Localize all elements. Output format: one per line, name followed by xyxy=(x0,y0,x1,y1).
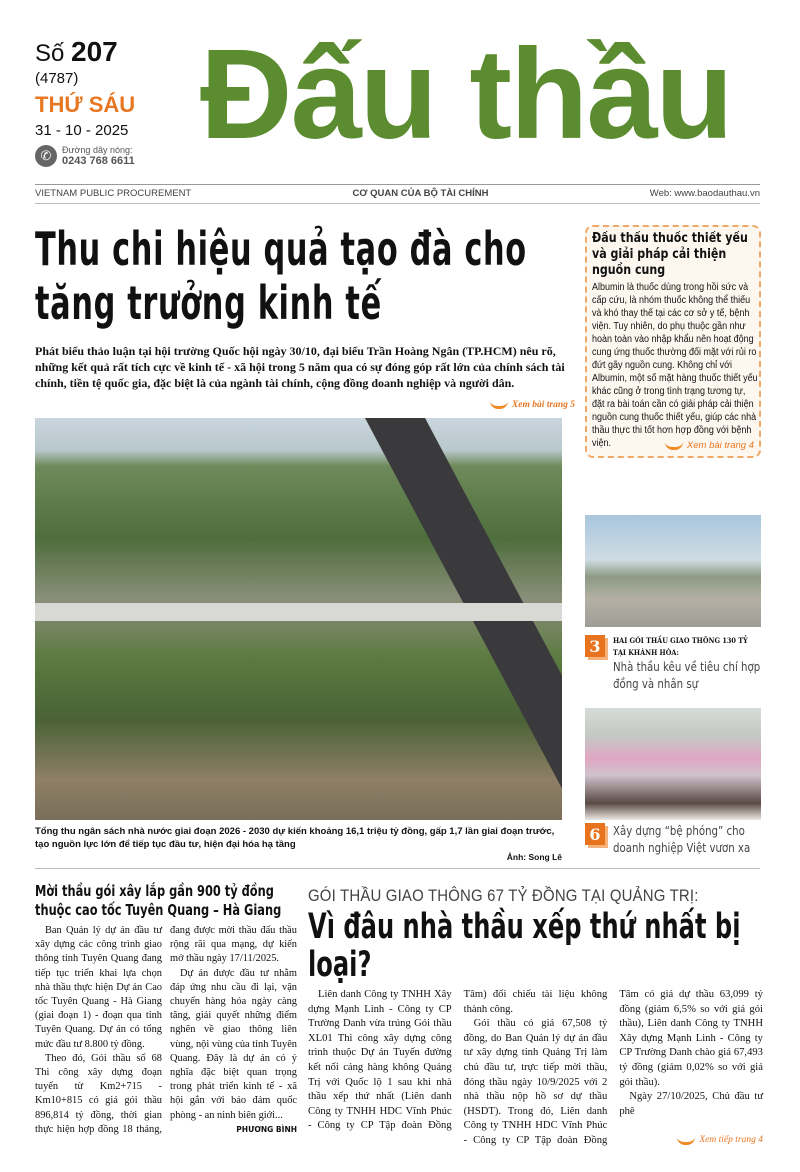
arrow-icon xyxy=(490,401,508,409)
newspaper-logo: Đấu thầu xyxy=(200,23,732,166)
paragraph: Ban Quản lý dự án đầu tư xây dựng các công trình giao thông tỉnh Tuyên Quang đang tiếp tục triển khai lựa chọn nhà thầu thực hiện Dự án Cao tốc Tuyên Quang - Hà Giang (giai đoạn 1) - đoạn qua tỉnh Tuyên Quang. Dự án có tổng mức đầu tư 8.800 tỷ đồng. xyxy=(35,925,162,1050)
photo-caption-text: Tổng thu ngân sách nhà nước giai đoạn 2026 - 2030 dự kiến khoảng 16,1 triệu tỷ đồng, gấp 1,7 lần giai đoạn trước, tạo nguồn lực lớn để tiếp tục đầu tư, hiện đại hóa hạ tầng xyxy=(35,826,555,850)
sidebar-title[interactable]: Đấu thầu thuốc thiết yếu và giải pháp cải thiện nguồn cung xyxy=(592,231,748,278)
photo-credit: Ảnh: Song Lê xyxy=(506,852,562,862)
lead-photo xyxy=(35,418,562,820)
left-article-title[interactable]: Mời thầu gói xây lắp gần 900 tỷ đồng thuộc cao tốc Tuyên Quang – Hà Giang xyxy=(35,882,282,919)
sidebar-body: Albumin là thuốc dùng trong hồi sức và cấp cứu, là nhóm thuốc không thể thiếu và khó thay thế tại các cơ sở y tế, bệnh viện. Tuy nhiên, do phụ thuộc gần như hoàn toàn vào nhập khẩu nên hoạt động cung ứng thuốc thường đối mặt với rủi ro đứt gãy nguồn cung. Không chỉ với Albumin, một số mặt hàng thuốc thiết yếu khác cũng ở trong tình trạng tương tự, đặt ra bài toán cần có giải pháp cải thiện nguồn cung thuốc thiết yếu, giúp các nhà thầu thực thi tốt hơn hợp đồng với bệnh viện. xyxy=(592,282,758,449)
date: 31 - 10 - 2025 xyxy=(35,122,129,139)
hotline-number[interactable]: 0243 768 6611 xyxy=(62,155,135,167)
hotline xyxy=(35,145,135,167)
teaser-item[interactable] xyxy=(585,823,761,857)
read-more-label: Xem tiếp trang 4 xyxy=(699,1135,763,1146)
right-article-kicker: GÓI THẦU GIAO THÔNG 67 TỶ ĐỒNG TẠI QUẢNG TRỊ: xyxy=(308,886,699,905)
author: PHƯƠNG BÌNH xyxy=(236,1124,297,1134)
paragraph: Theo đó, Gói thầu số 68 Thi công xây dựng đoạn tuyến từ Km2+715 - Km10+815 có giá gói thầu 896,814 tỷ đồng, thời gian thực hiện hợp đồng 18 tháng, đang được mời thầu đấu thầu rộng rãi qua mạng, dự kiến mở thầu ngày 17/11/2025. xyxy=(35,925,297,1135)
divider xyxy=(35,868,760,869)
read-more-label: Xem bài trang 4 xyxy=(686,440,754,451)
weekday: THỨ SÁU xyxy=(35,92,136,117)
paragraph-text: Dự án được đầu tư nhằm đáp ứng nhu cầu đi lại, vận chuyển hàng hóa ngày càng tăng, giải quyết những điểm nghẽn về giao thông liên vùng, nội vùng của tỉnh Tuyên Quang. Đây là dự án có ý nghĩa đặc biệt quan trọng trong phát triển kinh tế - xã hội gắn với bảo đảm quốc phòng - an ninh biên giới... xyxy=(170,967,298,1121)
page-number-badge: 6 xyxy=(585,823,605,845)
website[interactable]: Web: www.baodauthau.vn xyxy=(649,188,760,199)
issue-number xyxy=(35,36,118,68)
read-more-link[interactable] xyxy=(619,1133,763,1148)
issue-label: Số xyxy=(35,40,65,67)
right-article-title[interactable]: Vì đâu nhà thầu xếp thứ nhất bị loại? xyxy=(308,907,741,985)
teaser-kicker: HAI GÓI THẦU GIAO THÔNG 130 TỶ TẠI KHÁNH HÒA: xyxy=(613,636,748,657)
issue-total: (4787) xyxy=(35,70,79,87)
paragraph xyxy=(170,967,298,1134)
paragraph: Liên danh Công ty TNHH Xây dựng Mạnh Linh - Công ty CP Trường Danh vừa trúng Gói thầu XL01 Thi công xây dựng công trình thuộc Dự án Tuyến đường kết nối cảng hàng không Quảng Trị với Quốc lộ 1 sau khi nhà thầu xếp thứ nhất (Liên danh Công ty TNHH HDC Vĩnh Phúc - Công ty CP Tập đoàn Đồng Tâm) đối chiếu tài liệu không thành công. xyxy=(308,989,608,1132)
teaser-item[interactable] xyxy=(585,635,761,693)
page-number-badge: 3 xyxy=(585,635,605,657)
lead-summary xyxy=(35,343,575,415)
teaser-title: Nhà thầu kêu về tiêu chí hợp đồng và nhân sự xyxy=(613,660,761,691)
divider xyxy=(35,203,760,204)
masthead-strip xyxy=(35,188,760,199)
lead-headline[interactable]: Thu chi hiệu quả tạo đà cho tăng trưởng kinh tế xyxy=(35,222,527,330)
teaser-photo-traffic xyxy=(585,515,761,627)
sidebar-box xyxy=(585,225,761,458)
photo-caption xyxy=(35,825,562,864)
read-more-link[interactable] xyxy=(490,397,575,413)
tagline-left: VIETNAM PUBLIC PROCUREMENT xyxy=(35,188,192,199)
issue-value: 207 xyxy=(71,36,118,67)
lead-summary-text: Phát biểu thảo luận tại hội trường Quốc hội ngày 30/10, đại biểu Trần Hoàng Ngân (TP.HCM) nêu rõ, những kết quả rất tích cực về kinh tế - xã hội trong 5 năm qua có sự đóng góp rất lớn của chính sách tài chính, tiền tệ quốc gia, đặc biệt là của ngành tài chính, cộng đồng doanh nghiệp và người dân. xyxy=(35,344,565,390)
teaser-title: Xây dựng “bệ phóng” cho doanh nghiệp Việt vươn xa xyxy=(613,824,751,855)
hotline-label: Đường dây nóng: xyxy=(62,145,133,155)
paragraph: Gói thầu có giá 67,508 tỷ đồng, do Ban Quản lý dự án đầu tư xây dựng tỉnh Quảng Trị làm chủ đầu tư, trực tiếp mời thầu, đóng thầu ngày 10/9/2025 với 2 nhà thầu nộp hồ sơ dự thầu (HSDT). Trong đó, Liên danh Công ty TNHH HDC Vĩnh Phúc - Công ty CP Tập đoàn Đồng Tâm có giá dự thầu 63,099 tỷ đồng (giảm 6,5% so với giá gói thầu), Liên danh Công ty TNHH Xây dựng Mạnh Linh - Công ty CP Trường Danh chào giá 67,493 tỷ đồng (giảm 0,02% so với giá gói thầu). xyxy=(463,989,763,1146)
teaser-photo-factory xyxy=(585,708,761,820)
tagline-center: CƠ QUAN CỦA BỘ TÀI CHÍNH xyxy=(352,188,489,199)
divider xyxy=(35,184,760,185)
phone-icon: ✆ xyxy=(35,145,57,167)
photo-bridge xyxy=(35,603,562,621)
paragraph: Ngày 27/10/2025, Chủ đầu tư phê xyxy=(619,1091,763,1117)
left-article xyxy=(35,882,297,1137)
right-article xyxy=(308,886,763,1149)
read-more-label: Xem bài trang 5 xyxy=(511,400,575,410)
arrow-icon xyxy=(677,1137,695,1145)
